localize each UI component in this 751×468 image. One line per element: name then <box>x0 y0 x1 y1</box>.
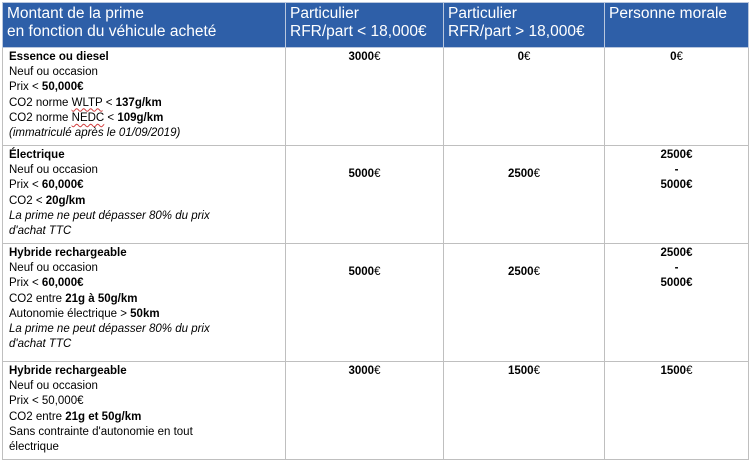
vehicle-cap-note: La prime ne peut dépasser 80% du prix <box>9 209 210 222</box>
header-particulier-high-line1: Particulier <box>448 5 517 22</box>
header-personne-morale-label: Personne morale <box>609 5 728 22</box>
vehicle-title: Hybride rechargeable <box>9 247 127 259</box>
table-row <box>3 48 749 146</box>
table-row <box>3 244 749 362</box>
amount-personne-morale <box>605 146 749 244</box>
vehicle-autonomy: Autonomie électrique > 50km <box>9 307 160 320</box>
amount-personne-morale <box>605 244 749 362</box>
vehicle-co2-wltp: CO2 norme WLTP < 137g/km <box>9 96 162 109</box>
header-vehicle-line2: en fonction du véhicule acheté <box>7 23 217 40</box>
vehicle-cell <box>3 48 286 146</box>
table-row <box>3 146 749 244</box>
amount-particulier-low: 5000€ <box>286 244 444 362</box>
header-particulier-high-line2: RFR/part > 18,000€ <box>448 23 585 40</box>
vehicle-co2: CO2 entre 21g à 50g/km <box>9 292 138 305</box>
vehicle-autonomy-note-cont: électrique <box>9 441 59 454</box>
vehicle-co2: CO2 < 20g/km <box>9 194 86 207</box>
vehicle-autonomy-note: Sans contrainte d'autonomie en tout <box>9 425 193 438</box>
vehicle-price: Prix < 60,000€ <box>9 277 84 290</box>
vehicle-cap-note-cont: d'achat TTC <box>9 225 72 238</box>
header-vehicle-line1: Montant de la prime <box>7 5 144 22</box>
vehicle-cell <box>3 362 286 460</box>
amount-range-max: 5000€ <box>660 277 693 290</box>
amount-particulier-high: 1500€ <box>444 362 605 460</box>
vehicle-condition: Neuf ou occasion <box>9 262 98 275</box>
header-particulier-low-line2: RFR/part < 18,000€ <box>290 23 427 40</box>
vehicle-co2-nedc: CO2 norme NEDC < 109g/km <box>9 111 164 124</box>
vehicle-title: Électrique <box>9 149 65 161</box>
vehicle-price: Prix < 50,000€ <box>9 81 84 94</box>
header-vehicle <box>3 3 286 48</box>
vehicle-price: Prix < 50,000€ <box>9 395 84 408</box>
vehicle-price: Prix < 60,000€ <box>9 179 84 192</box>
vehicle-registration-note: (immatriculé après le 01/09/2019) <box>9 127 181 140</box>
amount-range-min: 2500€ <box>660 149 693 161</box>
vehicle-cell <box>3 146 286 244</box>
vehicle-cap-note-cont: d'achat TTC <box>9 338 72 351</box>
header-particulier-low-line1: Particulier <box>290 5 359 22</box>
vehicle-cell <box>3 244 286 362</box>
vehicle-condition: Neuf ou occasion <box>9 164 98 177</box>
header-particulier-high <box>444 3 605 48</box>
vehicle-title: Essence ou diesel <box>9 51 109 63</box>
header-personne-morale <box>605 3 749 48</box>
amount-particulier-low: 3000€ <box>286 48 444 146</box>
amount-particulier-high: 2500€ <box>444 146 605 244</box>
header-particulier-low <box>286 3 444 48</box>
amount-range-min: 2500€ <box>660 247 693 259</box>
table-row <box>3 362 749 460</box>
amount-personne-morale: 1500€ <box>605 362 749 460</box>
prime-table <box>2 2 749 460</box>
amount-range-dash: - <box>674 164 679 177</box>
amount-range-max: 5000€ <box>660 179 693 192</box>
amount-range-dash: - <box>674 262 679 275</box>
amount-personne-morale: 0€ <box>605 48 749 146</box>
vehicle-cap-note: La prime ne peut dépasser 80% du prix <box>9 323 210 336</box>
vehicle-title: Hybride rechargeable <box>9 365 127 377</box>
amount-particulier-low: 3000€ <box>286 362 444 460</box>
amount-particulier-high: 0€ <box>444 48 605 146</box>
vehicle-co2: CO2 entre 21g et 50g/km <box>9 410 142 423</box>
vehicle-condition: Neuf ou occasion <box>9 380 98 393</box>
amount-particulier-low: 5000€ <box>286 146 444 244</box>
vehicle-condition: Neuf ou occasion <box>9 66 98 79</box>
amount-particulier-high: 2500€ <box>444 244 605 362</box>
header-row <box>3 3 749 48</box>
